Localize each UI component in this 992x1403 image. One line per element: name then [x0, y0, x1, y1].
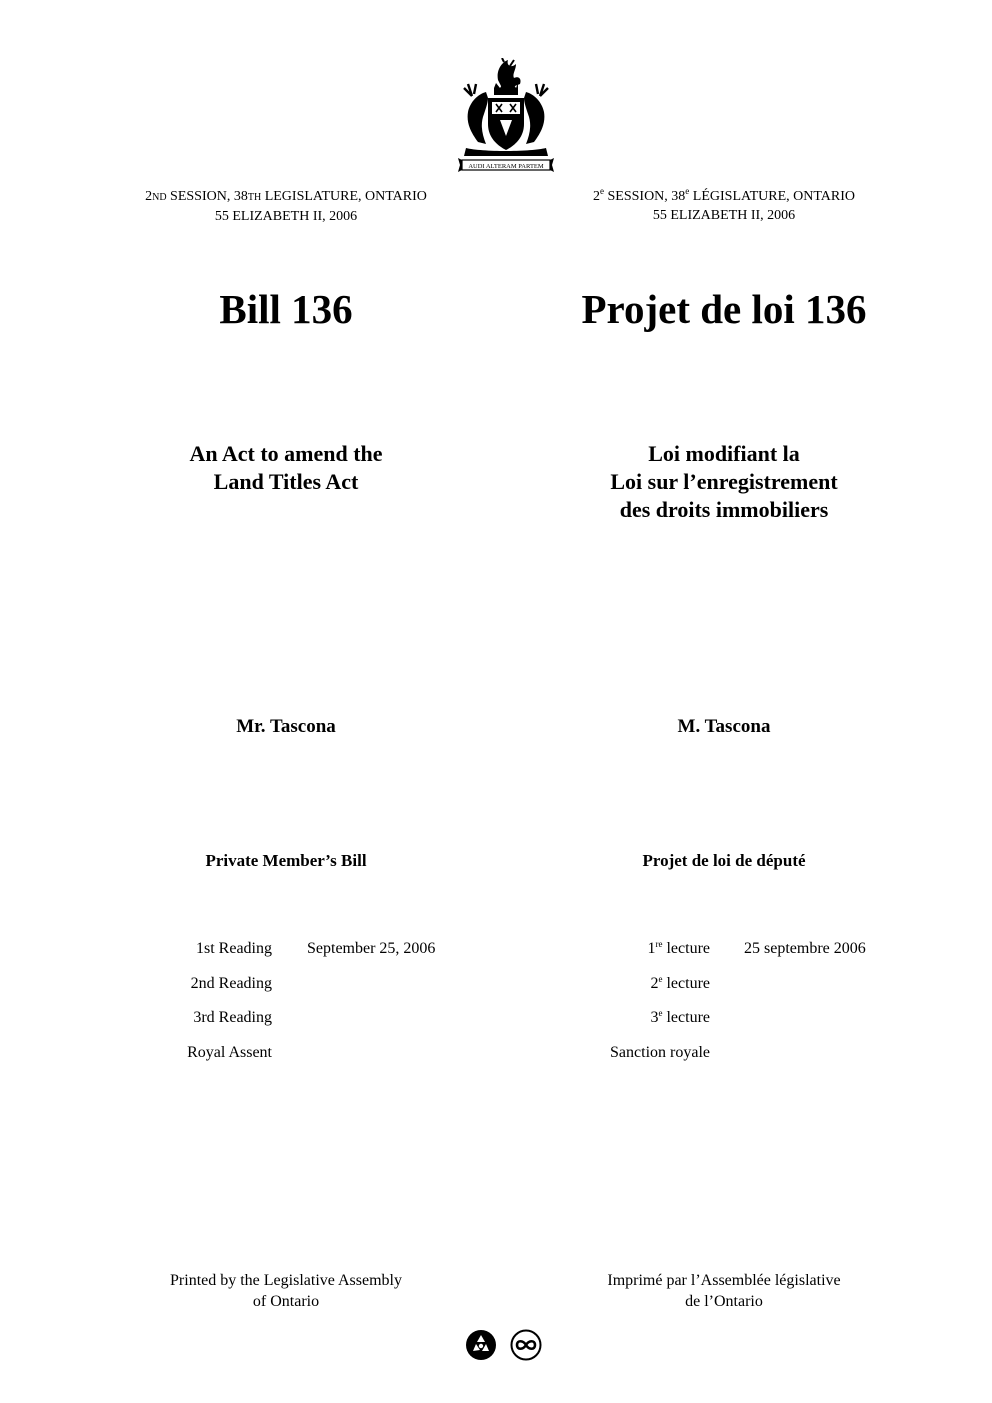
recycle-icon — [465, 1329, 497, 1361]
fr-bill-title: Projet de loi 136 — [581, 286, 867, 332]
en-session-line1: 2ND SESSION, 38TH LEGISLATURE, ONTARIO — [145, 189, 427, 204]
en-act-title: An Act to amend the Land Titles Act — [189, 441, 383, 494]
en-reading-row: 3rd Reading — [193, 1009, 272, 1026]
en-session-header — [136, 187, 436, 226]
fr-session-header — [574, 187, 874, 225]
infinity-icon — [510, 1329, 542, 1361]
fr-bill-type: Projet de loi de député — [642, 851, 806, 870]
fr-printed-by: Imprimé par l’Assemblée législative de l’Ontario — [607, 1272, 841, 1310]
fr-act-title: Loi modifiant la Loi sur l’enregistrement des droits immobiliers — [610, 441, 838, 522]
fr-reading-row: Sanction royale — [610, 1043, 710, 1061]
fr-readings — [580, 932, 900, 1070]
en-sponsor: Mr. Tascona — [236, 716, 336, 737]
en-reading-row: 2nd Reading — [190, 974, 272, 992]
fr-session-line2: 55 ELIZABETH II, 2006 — [652, 208, 796, 223]
fr-reading-row: 1re lecture 25 septembre 2006 — [647, 939, 866, 957]
crest-motto: AUDI ALTERAM PARTEM — [468, 163, 544, 170]
en-readings — [150, 932, 470, 1070]
en-reading-row: Royal Assent — [187, 1043, 272, 1061]
legislative-assembly-crest-icon — [458, 58, 554, 172]
en-bill-title: Bill 136 — [219, 286, 353, 332]
en-printed-by: Printed by the Legislative Assembly of Ontario — [170, 1272, 402, 1310]
fr-reading-row: 2e lecture — [650, 973, 710, 992]
en-session-line2: 55 ELIZABETH II, 2006 — [214, 209, 358, 224]
fr-sponsor: M. Tascona — [677, 716, 771, 737]
en-reading-row: 1st Reading September 25, 2006 — [196, 940, 436, 957]
fr-session-line1: 2e SESSION, 38e LÉGISLATURE, ONTARIO — [593, 186, 855, 204]
fr-reading-row: 3e lecture — [650, 1008, 710, 1026]
en-bill-type: Private Member’s Bill — [205, 851, 367, 870]
